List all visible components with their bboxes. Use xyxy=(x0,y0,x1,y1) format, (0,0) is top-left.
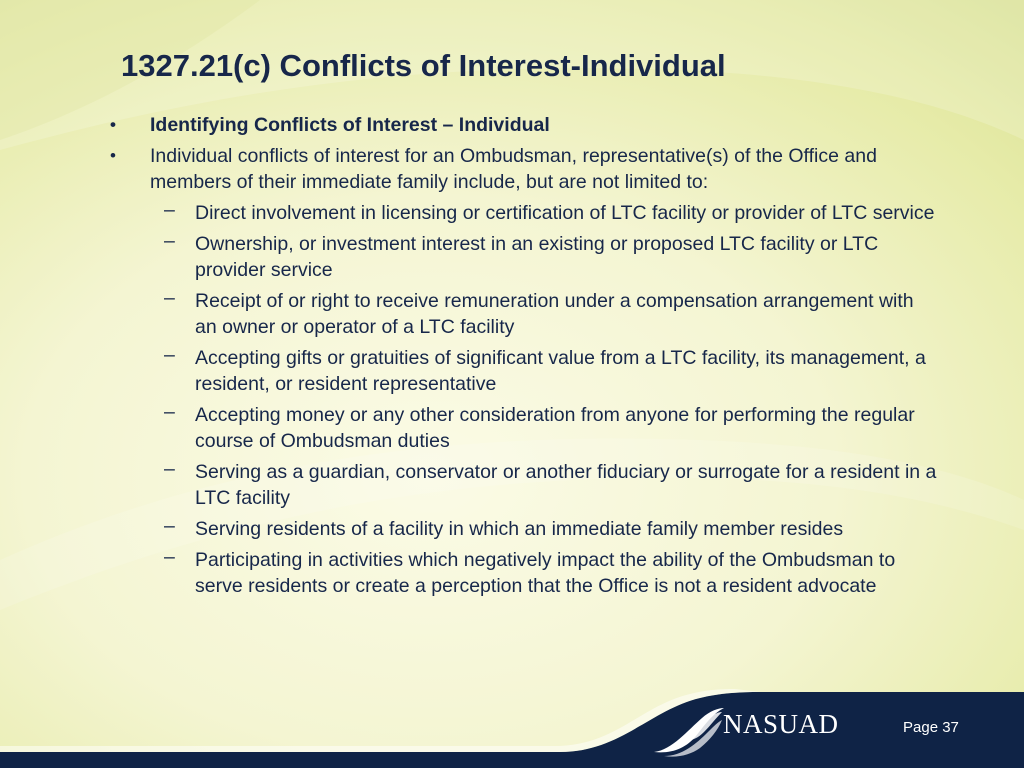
dash-marker: – xyxy=(164,344,175,366)
sub-bullet-text: Ownership, or investment interest in an existing or proposed LTC facility or LTC provider service xyxy=(195,233,879,281)
sub-bullet-item xyxy=(110,516,940,542)
bullet-text: Individual conflicts of interest for an Ombudsman, representative(s) of the Office and members of their immediate family include, but are not limited to: xyxy=(150,145,877,193)
sub-bullet-text: Direct involvement in licensing or certification of LTC facility or provider of LTC service xyxy=(195,202,935,224)
logo-wordmark: NASUAD xyxy=(723,709,839,739)
sub-bullet-item xyxy=(110,459,940,511)
dash-marker: – xyxy=(164,199,175,221)
sub-bullet-item xyxy=(110,547,940,599)
sub-bullet-item xyxy=(110,288,940,340)
footer-band xyxy=(0,688,1024,768)
sub-bullet-item xyxy=(110,402,940,454)
sub-bullet-text: Participating in activities which negatively impact the ability of the Ombudsman to serve residents or create a perception that the Office is not a resident advocate xyxy=(195,549,896,597)
sub-bullet-text: Serving residents of a facility in which an immediate family member resides xyxy=(195,518,844,540)
sub-bullet-text: Serving as a guardian, conservator or another fiduciary or surrogate for a resident in a LTC facility xyxy=(195,461,937,509)
sub-bullet-item xyxy=(110,345,940,397)
bullet-marker: • xyxy=(110,146,116,165)
dash-marker: – xyxy=(164,458,175,480)
dash-marker: – xyxy=(164,287,175,309)
dash-marker: – xyxy=(164,401,175,423)
bullet-item xyxy=(110,143,940,195)
dash-marker: – xyxy=(164,515,175,537)
bullet-marker: • xyxy=(110,115,116,134)
sub-bullet-text: Accepting gifts or gratuities of significant value from a LTC facility, its management, a resident, or resident representative xyxy=(195,347,926,395)
sub-bullet-item xyxy=(110,200,940,226)
dash-marker: – xyxy=(164,546,175,568)
bullet-item xyxy=(110,112,940,138)
slide-title: 1327.21(c) Conflicts of Interest-Individual xyxy=(121,48,726,83)
dash-marker: – xyxy=(164,230,175,252)
sub-bullet-item xyxy=(110,231,940,283)
slide-content xyxy=(110,112,940,604)
page-number: Page 37 xyxy=(903,719,959,736)
sub-bullet-text: Accepting money or any other consideration from anyone for performing the regular course of Ombudsman duties xyxy=(195,404,915,452)
sub-bullet-text: Receipt of or right to receive remuneration under a compensation arrangement with an owner or operator of a LTC facility xyxy=(195,290,914,338)
bullet-text: Identifying Conflicts of Interest – Individual xyxy=(150,114,550,136)
